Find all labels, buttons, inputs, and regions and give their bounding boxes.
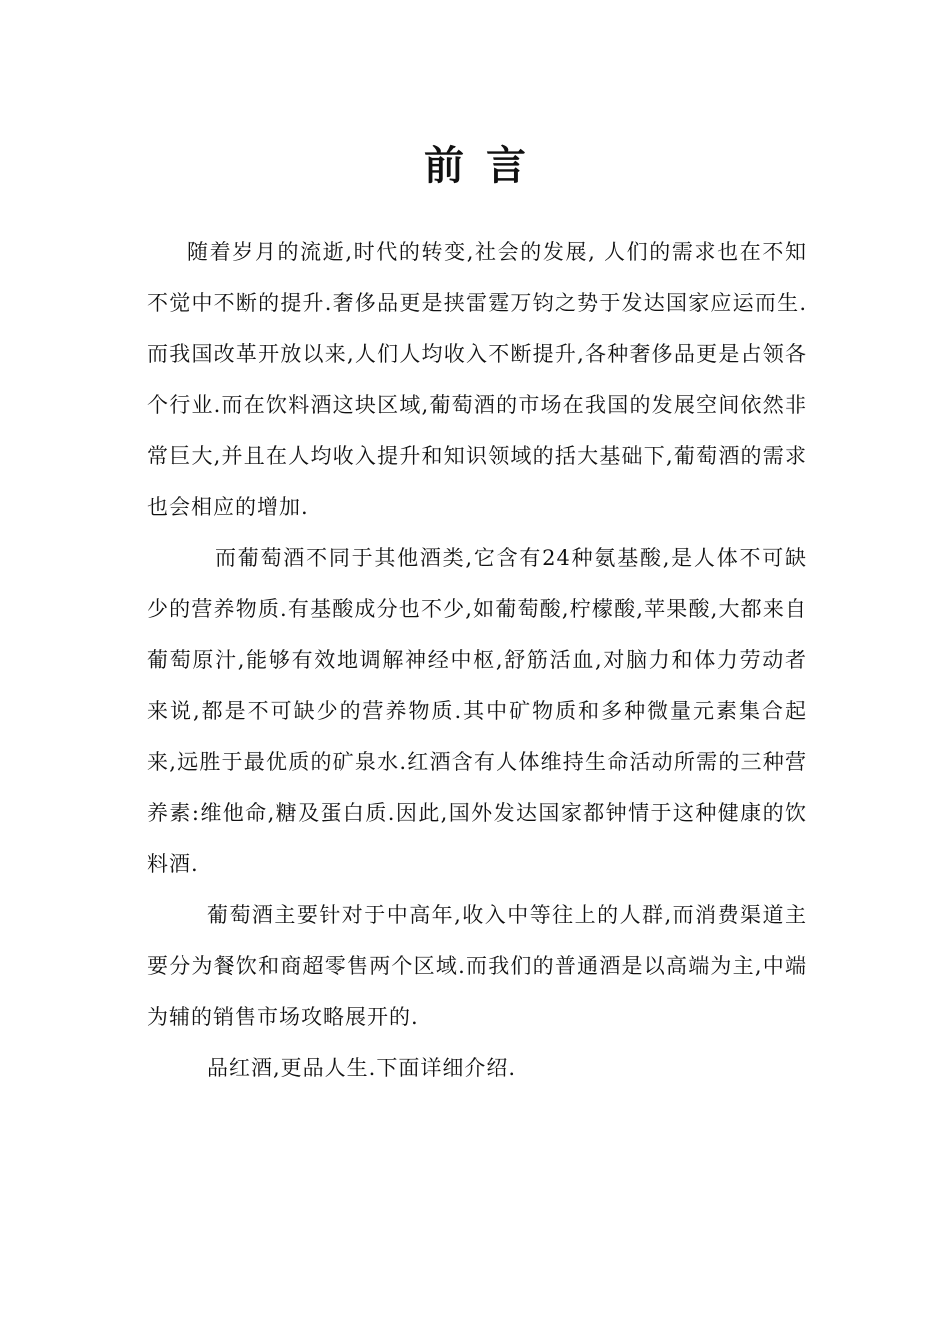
paragraph-closing: 品红酒,更品人生.下面详细介绍. (207, 1056, 517, 1080)
paragraph-nutrition: 而葡萄酒不同于其他酒类,它含有24种氨基酸,是人体不可缺少的营养物质.有基酸成分也不少,如葡萄酸,柠檬酸,苹果酸,大都来自葡萄原汁,能够有效地调解神经中枢,舒筋活血,对脑力和体力劳动者来说,都是不可缺少的营养物质.其中矿物质和多种微量元素集合起来,远胜于最优质的矿泉水.红酒含有人体维持生命活动所需的三种营养素:维他命,糖及蛋白质.因此,国外发达国家都钟情于这种健康的饮料酒. (147, 546, 807, 876)
paragraph-market: 葡萄酒主要针对于中高年,收入中等往上的人群,而消费渠道主要分为餐饮和商超零售两个区域.而我们的普通酒是以高端为主,中端为辅的销售市场攻略展开的. (147, 903, 807, 1029)
page-title: 前言 (424, 143, 548, 189)
body-text (147, 227, 807, 1094)
paragraph-intro: 随着岁月的流逝,时代的转变,社会的发展, 人们的需求也在不知不觉中不断的提升.奢侈品更是挟雷霆万钧之势于发达国家应运而生.而我国改革开放以来,人们人均收入不断提升,各种奢侈品更是占领各个行业.而在饮料酒这块区域,葡萄酒的市场在我国的发展空间依然非常巨大,并且在人均收入提升和知识领域的括大基础下,葡萄酒的需求也会相应的增加. (147, 240, 807, 519)
